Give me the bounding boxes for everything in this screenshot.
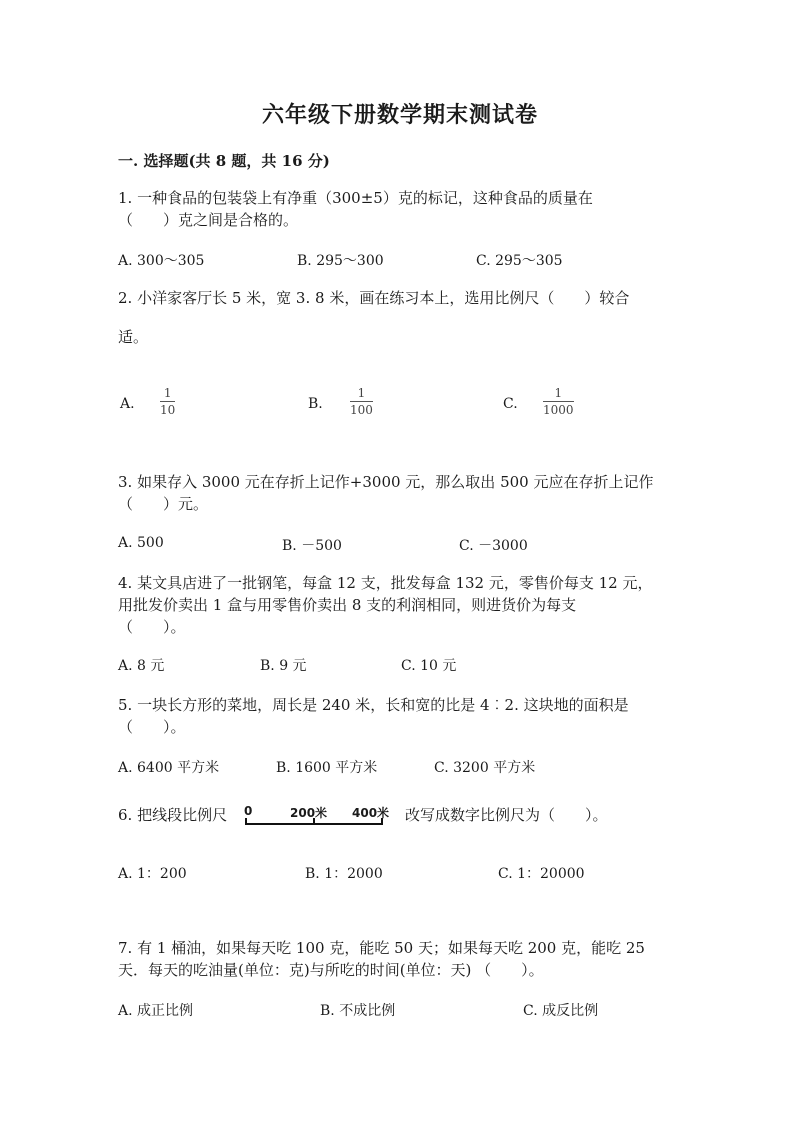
question-2-text-line-1: 2. 小洋家客厅长 5 米，宽 3. 8 米，画在练习本上，选用比例尺（ ）较合 (118, 289, 630, 307)
question-7-option-c[interactable]: C. 成反比例 (523, 1003, 599, 1019)
question-2-option-c[interactable] (503, 396, 518, 412)
question-7-text-line-1: 7. 有 1 桶油，如果每天吃 100 克，能吃 50 天；如果每天吃 200 克，能吃 25 (118, 939, 645, 957)
fraction-1-1000 (543, 386, 574, 417)
fraction-bar (543, 401, 574, 402)
question-1-option-a[interactable]: A. 300～305 (118, 253, 205, 269)
question-5-text-line-2: （ ）。 (118, 718, 186, 736)
question-6-option-a[interactable]: A. 1：200 (118, 866, 187, 882)
question-7-option-b[interactable]: B. 不成比例 (320, 1003, 396, 1019)
option-a-label: A. (120, 396, 135, 412)
question-3-option-c[interactable]: C. －3000 (459, 538, 528, 554)
question-1-option-b[interactable]: B. 295～300 (297, 253, 384, 269)
question-4-option-c[interactable]: C. 10 元 (401, 658, 457, 674)
question-3-text-line-2: （ ）元。 (118, 495, 209, 513)
question-4-option-b[interactable]: B. 9 元 (260, 658, 307, 674)
fraction-1-100 (350, 386, 373, 417)
fraction-numerator: 1 (357, 386, 366, 400)
question-1-text-line-2: （ ）克之间是合格的。 (118, 211, 299, 229)
question-6-option-b[interactable]: B. 1：2000 (305, 866, 383, 882)
question-4-text-line-2: 用批发价卖出 1 盒与用零售价卖出 8 支的利润相同，则进货价为每支 (118, 596, 577, 614)
question-5-option-c[interactable]: C. 3200 平方米 (434, 760, 536, 776)
question-7-option-a[interactable]: A. 成正比例 (118, 1003, 194, 1019)
scale-bar-graphic (238, 818, 394, 830)
fraction-numerator: 1 (163, 386, 172, 400)
scale-label-200: 200米 (290, 806, 328, 820)
question-3-option-a[interactable]: A. 500 (118, 535, 164, 551)
question-4-option-a[interactable]: A. 8 元 (118, 658, 165, 674)
question-1-text-line-1: 1. 一种食品的包装袋上有净重（300±5）克的标记，这种食品的质量在 (118, 189, 593, 207)
option-c-label: C. (503, 396, 518, 412)
fraction-denominator: 100 (350, 403, 373, 417)
question-5-text-line-1: 5. 一块长方形的菜地，周长是 240 米，长和宽的比是 4︰2. 这块地的面积是 (118, 696, 629, 714)
question-1-option-c[interactable]: C. 295～305 (476, 253, 563, 269)
question-5-option-a[interactable]: A. 6400 平方米 (118, 760, 220, 776)
question-4-text-line-3: （ ）。 (118, 618, 186, 636)
question-6-option-c[interactable]: C. 1：20000 (498, 866, 585, 882)
question-3-option-b[interactable]: B. －500 (282, 538, 342, 554)
question-5-option-b[interactable]: B. 1600 平方米 (276, 760, 378, 776)
fraction-bar (160, 401, 175, 402)
fraction-numerator: 1 (554, 386, 563, 400)
question-2-option-b[interactable] (308, 396, 323, 412)
scale-label-400: 400米 (352, 806, 390, 820)
page-title: 六年级下册数学期末测试卷 (261, 102, 538, 128)
question-2-text-line-2: 适。 (118, 328, 149, 346)
fraction-denominator: 10 (160, 403, 176, 417)
line-segment-scale (238, 800, 394, 832)
question-7-text-line-2: 天．每天的吃油量(单位：克)与所吃的时间(单位：天) （ ）。 (118, 961, 544, 979)
question-4-text-line-1: 4. 某文具店进了一批钢笔，每盒 12 支，批发每盒 132 元，零售价每支 12 元， (118, 574, 653, 592)
scale-label-0: 0 (244, 804, 253, 818)
question-6-text-suffix: 改写成数字比例尺为（ ）。 (405, 806, 608, 824)
fraction-denominator: 1000 (543, 403, 574, 417)
question-6-text-prefix: 6. 把线段比例尺 (118, 806, 228, 824)
section-heading: 一. 选择题(共 8 题，共 16 分) (118, 152, 330, 170)
question-3-text-line-1: 3. 如果存入 3000 元在存折上记作+3000 元，那么取出 500 元应在存折上记作 (118, 473, 654, 491)
option-b-label: B. (308, 396, 323, 412)
question-2-option-a[interactable] (120, 396, 135, 412)
fraction-bar (350, 401, 373, 402)
fraction-1-10 (160, 386, 175, 417)
